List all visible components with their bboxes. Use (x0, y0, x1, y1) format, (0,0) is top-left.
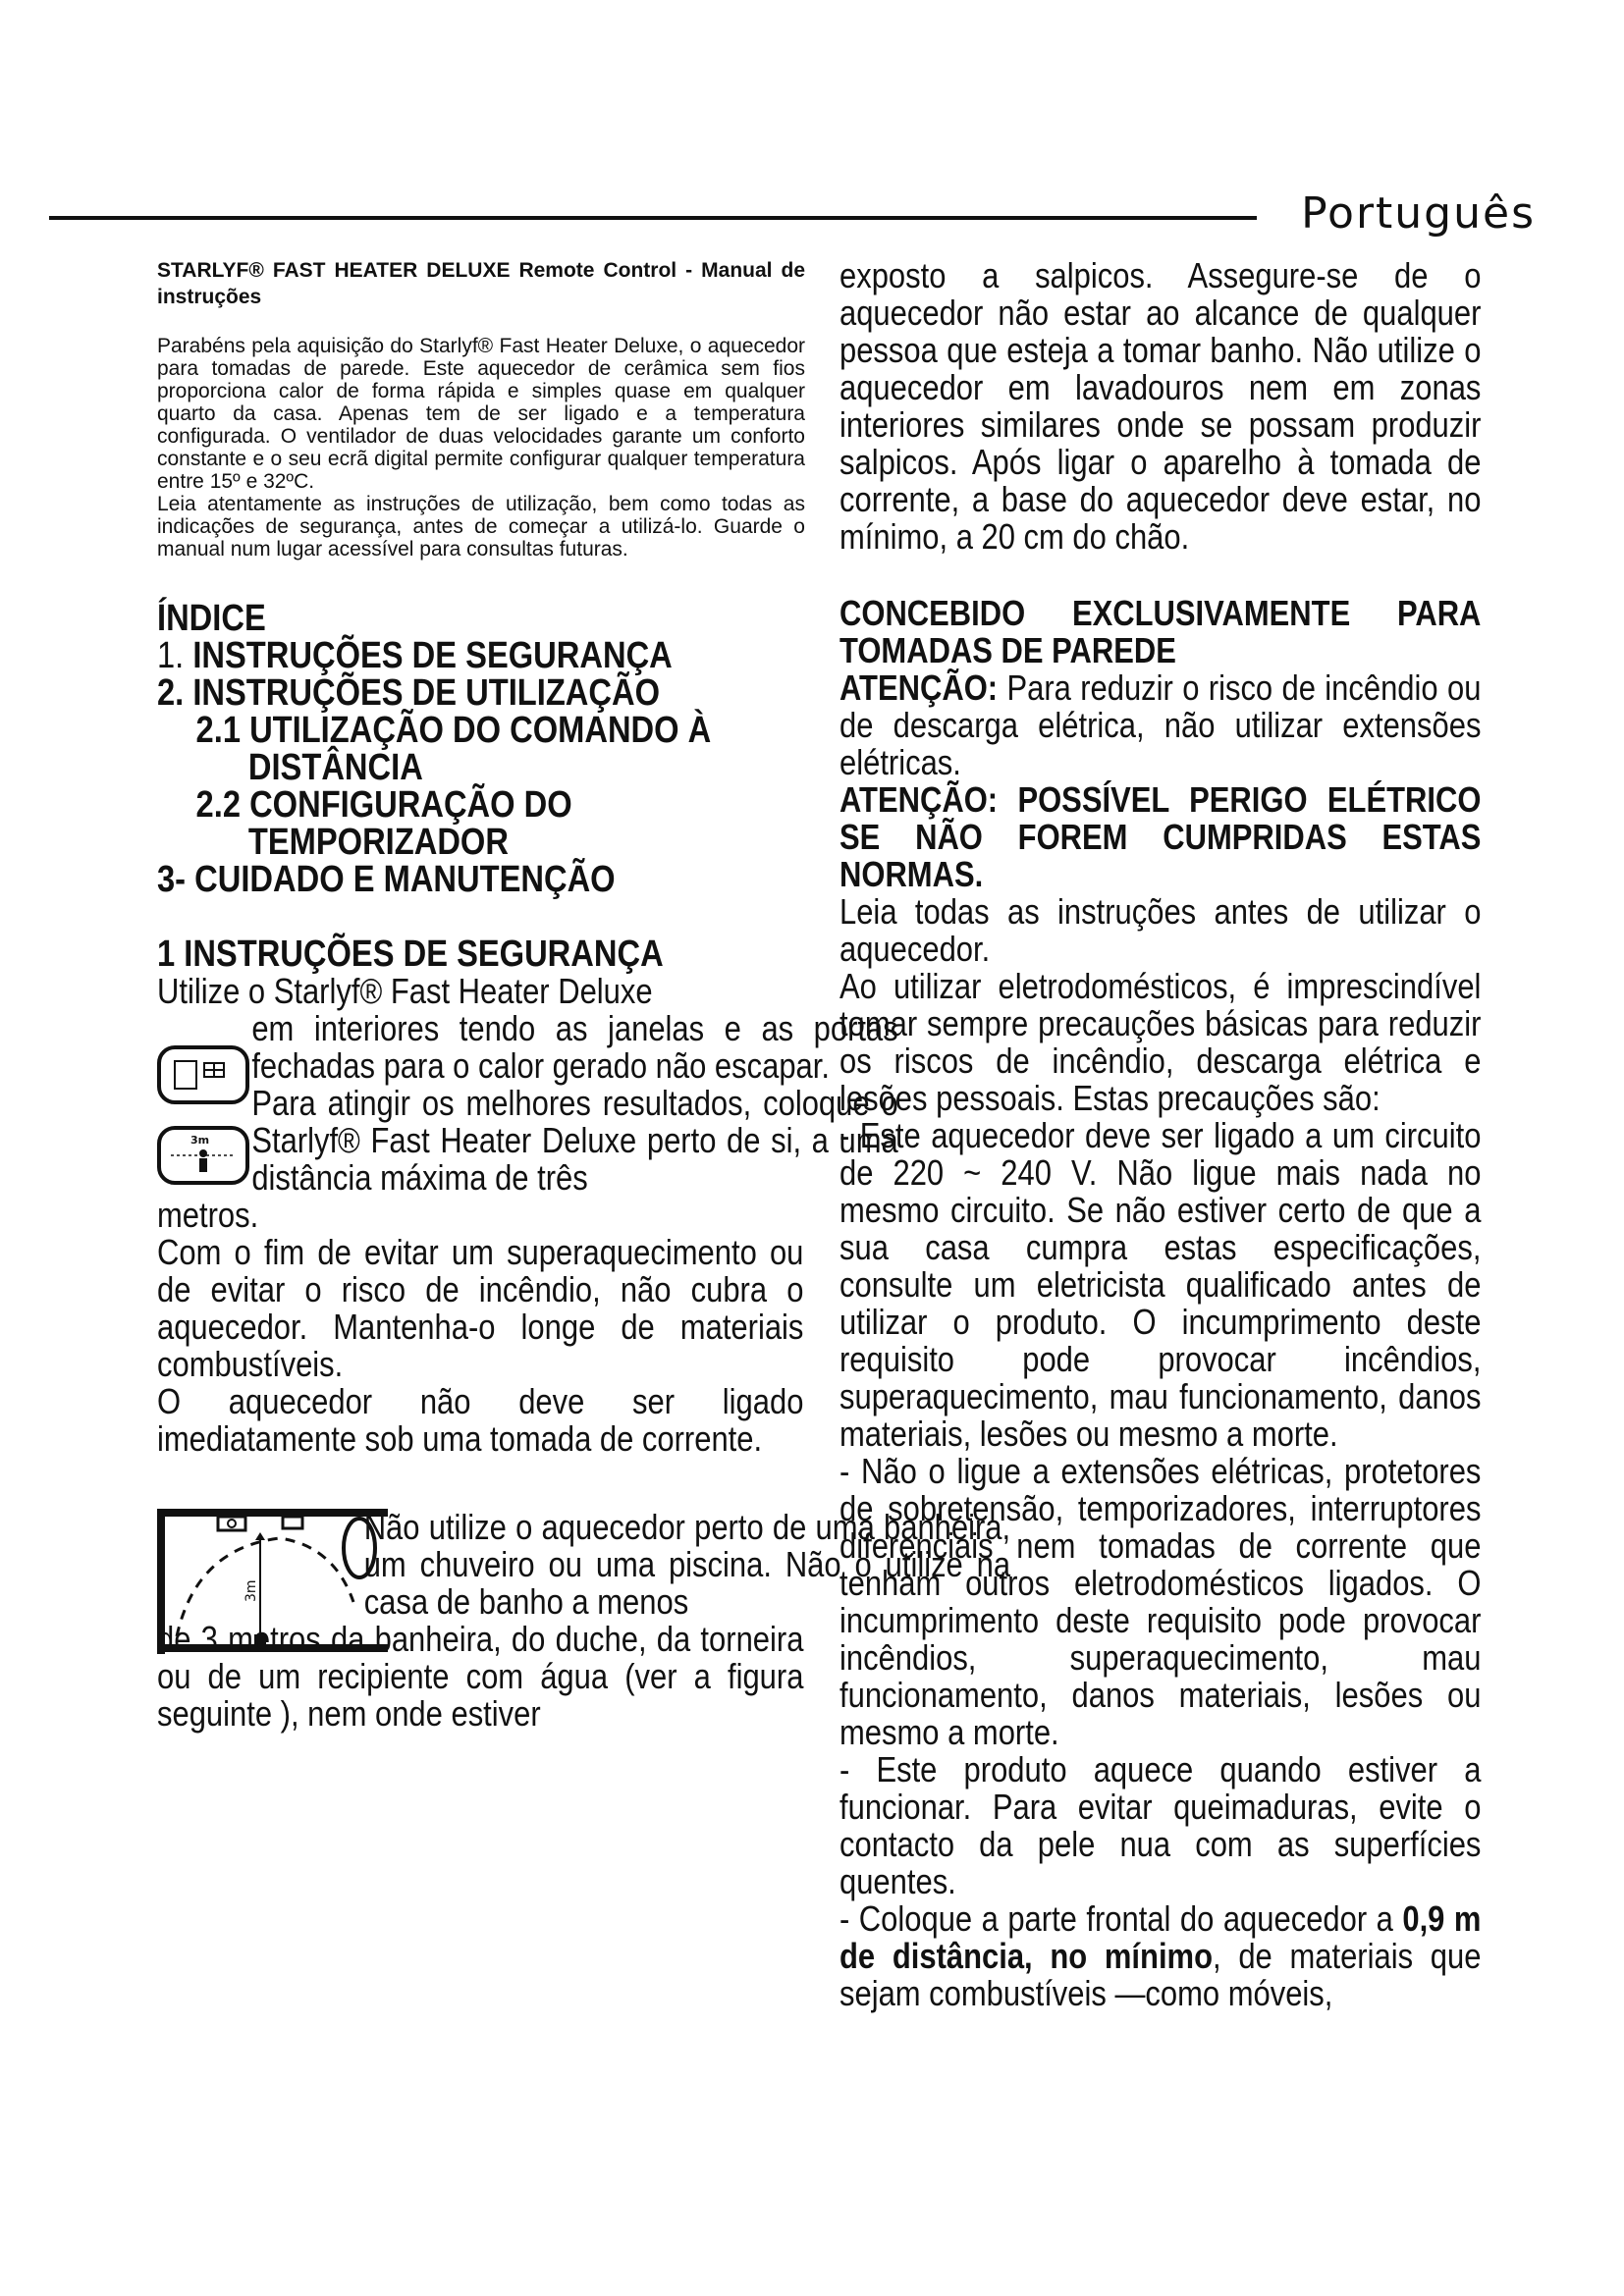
right-paragraph-6: - Este produto aquece quando estiver a funcionar. Para evitar queimaduras, evite o contacto da pele nua com as superfícies quentes. (839, 1749, 1482, 1901)
bathroom-distance-label: 3m (244, 1579, 259, 1602)
right-paragraph-2: Leia todas as instruções antes de utilizar o aquecedor. (839, 891, 1482, 969)
toc-item-2[interactable]: 2. INSTRUÇÕES DE UTILIZAÇÃO (157, 672, 661, 714)
section-1-paragraph-2: Para atingir os melhores resultados, coloque o Starlyf® Fast Heater Deluxe perto de si, a uma distância máxima de três (251, 1083, 898, 1198)
distance-row (157, 1083, 898, 1198)
right-paragraph-5: - Não o ligue a extensões elétricas, protetores de sobretensão, temporizadores, interruptores diferenciais nem tomadas de corrente que tenham outros eletrodomésticos ligados. O incumprimento deste requisito pode provocar incêndios, superaquecimento, mau funcionamento, danos materiais, lesões ou mesmo a morte. (839, 1451, 1482, 1752)
section-1-paragraph-5: Não utilize o aquecedor perto de uma banheira, um chuveiro ou uma piscina. Não o utilize na casa de banho a menos (363, 1507, 1011, 1622)
section-1-paragraph-3: Com o fim de evitar um superaquecimento ou de evitar o risco de incêndio, não cubra o aquecedor. Mantenha-o longe de materiais combustíveis. (157, 1232, 804, 1384)
language-label: Português (1301, 188, 1536, 239)
toc-title: ÍNDICE (157, 598, 266, 639)
right-column (839, 257, 1483, 2012)
section-1-paragraph-2-end: metros. (157, 1195, 259, 1235)
section-1-title: 1 INSTRUÇÕES DE SEGURANÇA (157, 934, 664, 975)
table-of-contents (157, 600, 803, 898)
toc-item-2-1[interactable]: 2.1 UTILIZAÇÃO DO COMANDO À (195, 710, 712, 751)
right-paragraph-7 (839, 1900, 1481, 2012)
intro-paragraph-2: Leia atentamente as instruções de utilização, bem como todas as indicações de segurança, antes de começar a utilizá-lo. Guarde o manual num lugar acessível para consultas futuras. (157, 493, 805, 561)
toc-item-3[interactable]: 3- CUIDADO E MANUTENÇÃO (157, 859, 616, 900)
right-paragraph-4: - Este aquecedor deve ser ligado a um circuito de 220 ~ 240 V. Não ligue mais nada no mesmo circuito. Se não estiver certo de que a sua casa cumpra estas especificações, consulte um eletricista qualificado antes de utilizar o produto. O incumprimento deste requisito pode provocar incêndios, superaquecimento, mau funcionamento, danos materiais, lesões ou mesmo a morte. (839, 1115, 1482, 1454)
right-paragraph-7-c: , de materiais que sejam combustíveis —como móveis, (839, 1936, 1482, 2013)
header-rule (49, 216, 1257, 220)
warning-2: ATENÇÃO: POSSÍVEL PERIGO ELÉTRICO SE NÃO FOREM CUMPRIDAS ESTAS NORMAS. (839, 779, 1482, 894)
right-paragraph-7-distance: 0,9 m de distância, no mínimo (839, 1898, 1482, 1976)
right-paragraph-3: Ao utilizar eletrodomésticos, é imprescindível tomar sempre precauções básicas para reduzir os riscos de incêndio, descarga elétrica e lesões pessoais. Estas precauções são: (839, 966, 1482, 1118)
toc-item-1[interactable] (157, 637, 803, 674)
toc-item-2-2[interactable]: 2.2 CONFIGURAÇÃO DO (195, 784, 572, 826)
toc-item-1-number: 1. (157, 635, 193, 676)
section-1-line-1: Utilize o Starlyf® Fast Heater Deluxe (157, 971, 653, 1011)
right-paragraph-1: exposto a salpicos. Assegure-se de o aquecedor não estar ao alcance de qualquer pessoa que esteja a tomar banho. Não utilize o aquecedor em lavadouros nem em zonas interiores similares onde se possam produzir salpicos. Após ligar o aparelho à tomada de corrente, a base do aquecedor deve estar, no mínimo, a 20 cm do chão. (839, 255, 1482, 557)
toc-item-1-label: INSTRUÇÕES DE SEGURANÇA (192, 635, 673, 676)
section-1-paragraph-1: em interiores tendo as janelas e as portas fechadas para o calor gerado não escapar. (251, 1008, 898, 1086)
warning-1 (839, 669, 1481, 781)
warning-1-label: ATENÇÃO: (839, 667, 999, 708)
bathroom-row (157, 1507, 1011, 1622)
intro-paragraph-1: Parabéns pela aquisição do Starlyf® Fast Heater Deluxe, o aquecedor para tomadas de parede. Este aquecedor de cerâmica sem fios proporciona calor de forma rápida e simples quase em qualquer quarto da casa. Apenas tem de ser ligado e a temperatura configurada. O ventilador de duas velocidades garante um conforto constante e o seu ecrã digital permite configurar qualquer temperatura entre 15º e 32ºC. (157, 335, 805, 493)
distance-icon-label: 3m (190, 1134, 210, 1147)
manual-title: STARLYF® FAST HEATER DELUXE Remote Control - Manual de instruções (157, 259, 805, 308)
toc-item-2-1-cont[interactable]: DISTÂNCIA (247, 747, 423, 788)
warning-1-text: Para reduzir o risco de incêndio ou de descarga elétrica, não utilizar extensões elétricas. (839, 667, 1482, 782)
closed-windows-row (157, 1008, 898, 1086)
right-paragraph-7-a: - Coloque a parte frontal do aquecedor a (839, 1898, 1403, 1939)
section-1-paragraph-5-end: de 3 metros da banheira, do duche, da torneira ou de um recipiente com água (ver a figura seguinte ), nem onde estiver (157, 1619, 804, 1734)
section-1-paragraph-4: O aquecedor não deve ser ligado imediatamente sob uma tomada de corrente. (157, 1381, 804, 1459)
toc-item-2-2-cont[interactable]: TEMPORIZADOR (247, 822, 509, 863)
wall-socket-heading: CONCEBIDO EXCLUSIVAMENTE PARA TOMADAS DE PAREDE (839, 593, 1482, 670)
